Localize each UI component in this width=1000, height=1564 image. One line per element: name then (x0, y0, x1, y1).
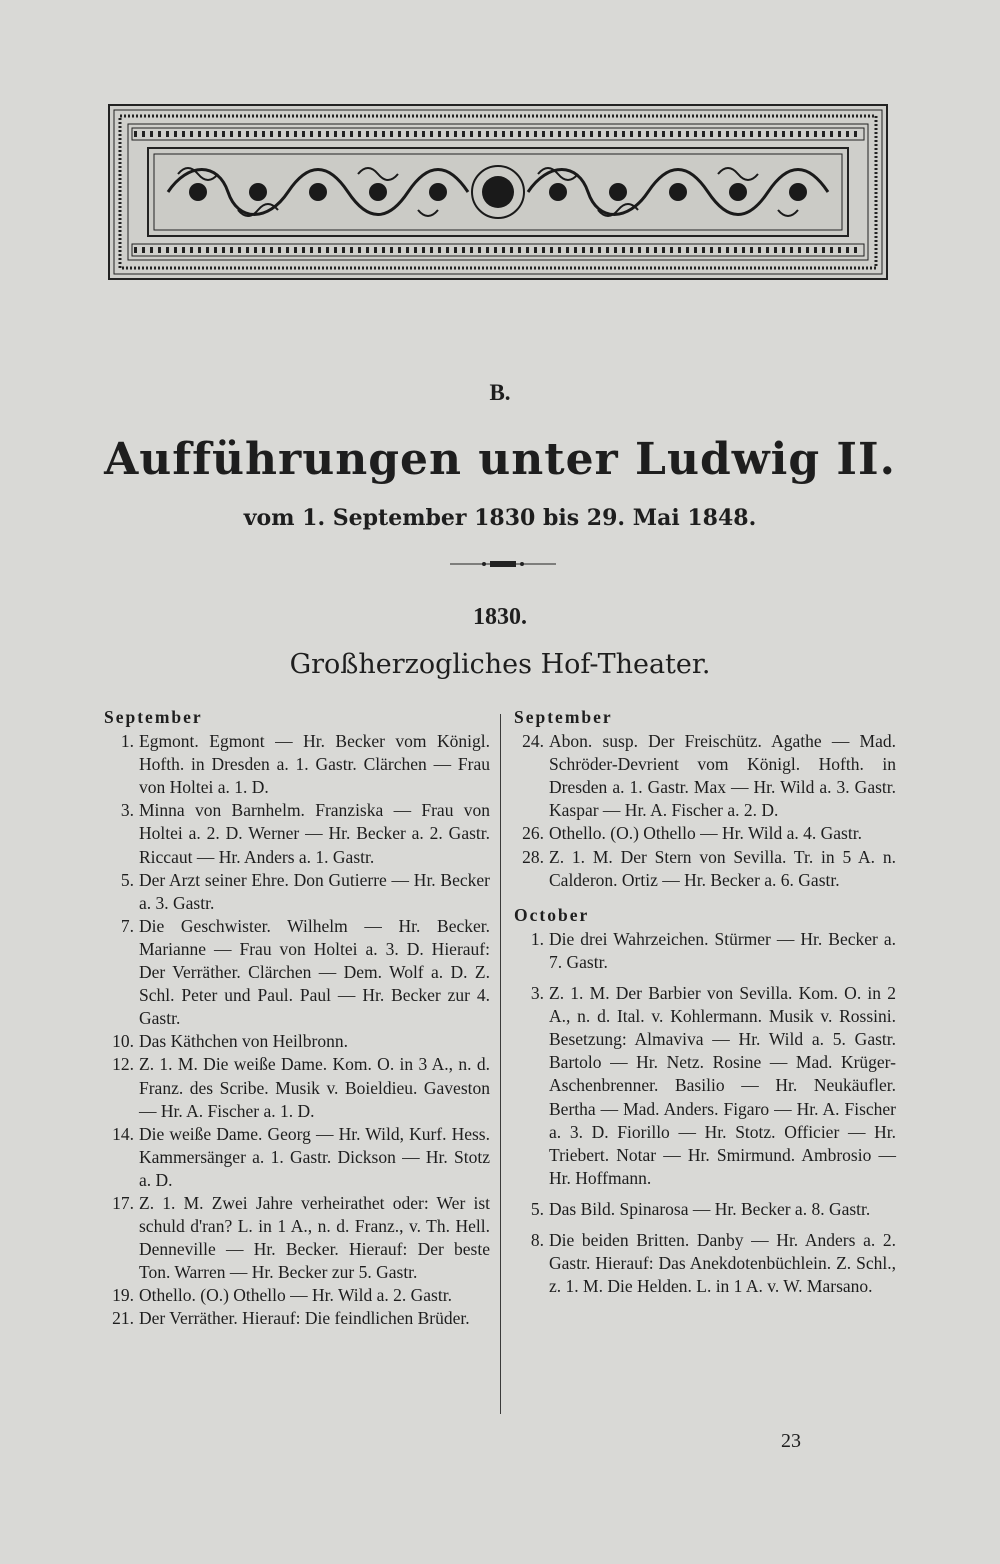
entry-text: Z. 1. M. Die weiße Dame. Kom. O. in 3 A., n. d. Franz. des Scribe. Musik v. Boieldieu. Gaveston — Hr. A. Fischer a. 1. D. (139, 1054, 490, 1121)
entry-text: Das Käthchen von Heilbronn. (139, 1031, 348, 1052)
list-item (104, 915, 490, 1030)
list-item (514, 982, 896, 1190)
list-item (104, 799, 490, 868)
entry-text: Die beiden Britten. Danby — Hr. Anders a. 2. Gastr. Hierauf: Das Anekdotenbüchlein. Z. Schl., z. 1. M. Die Helden. L. in 1 A. v. W. Marsano. (549, 1229, 896, 1297)
list-item (514, 928, 896, 974)
entry-text: Othello. (O.) Othello — Hr. Wild a. 4. Gastr. (549, 823, 862, 844)
entry-text: Der Verräther. Hierauf: Die feindlichen Brüder. (139, 1308, 470, 1329)
entry-date: 8. (530, 1229, 544, 1250)
ornamental-divider (450, 559, 556, 569)
entry-text: Z. 1. M. Der Barbier von Sevilla. Kom. O. in 2 A., n. d. Ital. v. Kohlermann. Musik v. Rossini. Besetzung: Almaviva — Hr. Wild a. 5. Gastr. Bartolo — Hr. Netz. Rosine — Mad. Krüger-Aschenbrenner. Basilio — Hr. Neukäufler. Bertha — Mad. Anders. Figaro — Hr. A. Fischer a. 3. D. Fiorillo — Hr. Stotz. Officier — Hr. Triebert. Notar — Hr. Smirmund. Ambrosio — Hr. Hoffmann. (549, 983, 896, 1188)
list-item (514, 1198, 896, 1221)
entry-date: 26. (522, 823, 544, 844)
list-item (104, 1123, 490, 1192)
month-heading: September (514, 707, 613, 727)
list-item (514, 846, 896, 892)
entry-date: 7. (120, 915, 134, 936)
page-number: 23 (781, 1430, 801, 1452)
month-heading: October (514, 904, 590, 925)
list-item (514, 730, 896, 822)
page-title: Aufführungen unter Ludwig II. (104, 434, 896, 485)
entry-text: Z. 1. M. Der Stern von Sevilla. Tr. in 5 A. n. Calderon. Ortiz — Hr. Becker a. 6. Gastr. (549, 846, 896, 890)
entry-text: Die weiße Dame. Georg — Hr. Wild, Kurf. Hess. Kammersänger a. 1. Gastr. Dickson — Hr. Stotz a. D. (139, 1123, 490, 1190)
entry-text: Minna von Barnhelm. Franziska — Frau von Holtei a. 2. D. Werner — Hr. Becker a. 2. Gastr. Riccaut — Hr. Anders a. 1. Gastr. (139, 800, 490, 867)
list-item (104, 869, 490, 915)
entry-text: Egmont. Egmont — Hr. Becker vom Königl. Hofth. in Dresden a. 1. Gastr. Clärchen — Frau von Holtei a. 1. D. (139, 731, 490, 798)
list-item (104, 1307, 490, 1330)
entry-text: Das Bild. Spinarosa — Hr. Becker a. 8. Gastr. (549, 1198, 871, 1219)
entry-date: 24. (522, 731, 544, 752)
entry-date: 1. (120, 731, 134, 752)
entry-date: 12. (112, 1054, 134, 1075)
entry-text: Der Arzt seiner Ehre. Don Gutierre — Hr. Becker a. 3. Gastr. (139, 869, 490, 913)
left-column (104, 706, 490, 1331)
entry-date: 10. (112, 1031, 134, 1052)
entry-date: 5. (120, 869, 134, 890)
list-item (104, 1284, 490, 1307)
section-letter: B. (489, 380, 511, 405)
entry-date: 28. (522, 846, 544, 867)
list-item (104, 730, 490, 799)
entry-date: 3. (530, 983, 544, 1004)
right-column (514, 706, 896, 1298)
entry-text: Die Geschwister. Wilhelm — Hr. Becker. Marianne — Frau von Holtei a. 3. D. Hierauf: Der Verräther. Clärchen — Dem. Wolf a. D. Z. Schl. Peter und Paul. Paul — Hr. Becker zur 4. Gastr. (139, 915, 490, 1029)
entry-date: 14. (112, 1123, 134, 1144)
entry-text: Die drei Wahrzeichen. Stürmer — Hr. Becker a. 7. Gastr. (549, 928, 896, 972)
column-divider (500, 714, 501, 1414)
entry-date: 19. (112, 1285, 134, 1306)
entry-text: Z. 1. M. Zwei Jahre verheirathet oder: Wer ist schuld d'ran? L. in 1 A., n. d. Franz., v. Th. Hell. Denneville — Hr. Becker. Hierauf: Der beste Ton. Warren — Hr. Becker zur 5. Gastr. (139, 1192, 490, 1283)
year-heading: 1830. (473, 604, 527, 630)
list-item (514, 822, 896, 845)
entry-text: Othello. (O.) Othello — Hr. Wild a. 2. Gastr. (139, 1285, 452, 1306)
entry-date: 17. (112, 1192, 134, 1213)
entry-date: 5. (530, 1198, 544, 1219)
entry-date: 1. (530, 928, 544, 949)
entry-text: Abon. susp. Der Freischütz. Agathe — Mad. Schröder-Devrient vom Königl. Hofth. in Dresden a. 1. Gastr. Max — Hr. Wild a. 3. Gastr. Kaspar — Hr. A. Fischer a. 2. D. (549, 731, 896, 821)
theater-heading: Großherzogliches Hof-Theater. (289, 649, 711, 680)
month-heading: September (104, 707, 203, 727)
list-item (104, 1192, 490, 1284)
list-item (104, 1053, 490, 1122)
entry-date: 3. (120, 800, 134, 821)
list-item (514, 1229, 896, 1298)
decorative-ornament-border (108, 104, 888, 280)
list-item (104, 1030, 490, 1053)
page-subtitle: vom 1. September 1830 bis 29. Mai 1848. (243, 505, 757, 531)
entry-date: 21. (112, 1308, 134, 1329)
